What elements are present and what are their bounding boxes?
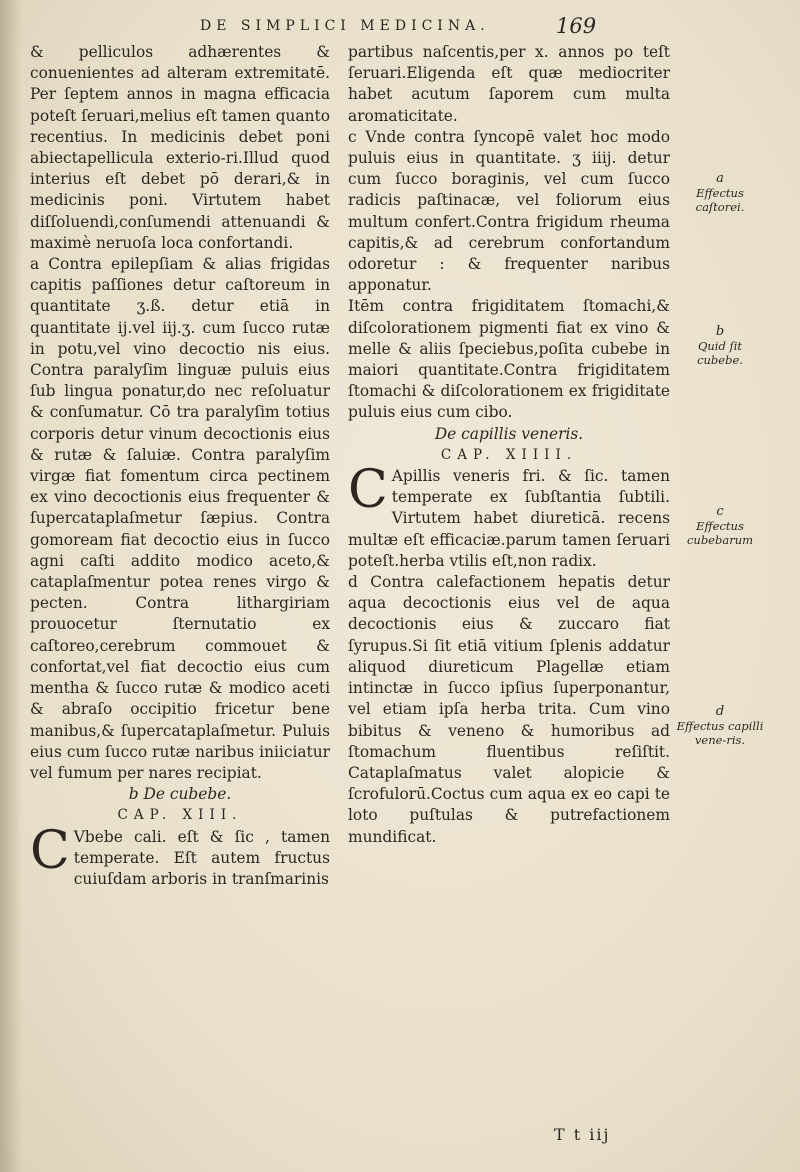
signature-mark: T t iij <box>554 1125 611 1144</box>
right-paragraph-3: Itēm contra frigiditatem ſtomachi,& diſcolorationem pigmenti fiat ex vino & melle & aliis ſpeciebus,poſita cubebe in maiori quantitate.Contra frigiditatem ſtomachi & diſcolorationem ex frigiditate puluis eius cum cibo. <box>348 297 670 422</box>
left-paragraph-1: & pelliculos adhærentes & conuenientes ad alteram extremitatē. Per ſeptem annos in magna efficacia poteſt ſeruari,melius eſt tamen quanto recentius. In medicinis debet poni abiectapellicula exterio-ri.Illud quod interius eſt debet pō derari,& in medicinis poni. Virtutem habet diſſoluendi,conſumendi attenuandi & maximè neruoſa loca confortandi. <box>30 43 330 252</box>
margin-note-a <box>676 172 764 214</box>
gutter-shadow <box>0 0 22 1172</box>
left-paragraph-2: a Contra epilepſiam & alias frigidas capitis paſſiones detur caſtoreum in quantitate ʒ.ß. detur etiā in quantitate ij.vel iij.ʒ. cum ſucco rutæ in potu,vel vino decoctio nis eius. Contra paralyſim linguæ puluis eius ſub lingua ponatur,do nec reſoluatur & conſumatur. Cō tra paralyſim totius corporis detur vinum decoctionis eius & rutæ & ſaluiæ. Contra paralyſim virgæ fiat fomentum circa pectinem ex vino decoctionis eius frequenter & ſupercataplaſmetur ſæpius. Contra gomoream fiat decoctio eius in ſucco agni caſti addito modico aceto,& cataplaſmentur potea renes virgo & pecten. Contra lithargiriam prouocetur ſternutatio ex caſtoreo,cerebrum commouet & confortat,vel fiat decoctio eius cum mentha & ſucco rutæ & modico aceti & abraſo occipitio fricetur bene manibus,& ſupercataplaſmetur. Puluis eius cum ſucco rutæ naribus iniiciatur vel fumum per nares recipiat. <box>30 255 330 782</box>
margin-letter-c: c <box>716 504 724 519</box>
chapter-heading-xiiii: CAP. XIIII. <box>440 446 578 463</box>
margin-text-c: Effectus cubebarum <box>686 519 754 547</box>
margin-text-b: Quid ſit cubebe. <box>697 339 743 367</box>
chapter-heading-xiii: CAP. XIII. <box>117 807 243 824</box>
margin-text-d: Effectus capilli vene-ris. <box>676 719 764 747</box>
margin-letter-a: a <box>716 171 724 186</box>
right-paragraph-4-text: Apillis veneris fri. & ſic. tamen temperate ex ſubſtantia ſubtili. Virtutem habet diureticā. recens multæ eſt efficaciæ.parum tamen ſeruari poteſt.herba vtilis eſt,non radix. <box>348 467 670 570</box>
right-paragraph-2: c Vnde contra ſyncopē valet hoc modo puluis eius in quantitate. ʒ iiij. detur cum ſucco boraginis, vel cum ſucco radicis paſtinacæ, vel foliorum eius multum confert.Contra frigidum rheuma capitis,& ad cerebrum confortandum odoretur : & frequenter naribus apponatur. <box>348 127 670 295</box>
right-column <box>348 42 670 848</box>
running-head <box>200 14 600 38</box>
chapter-subtitle-capillis: De capillis veneris. <box>434 424 584 443</box>
margin-letter-d: d <box>715 704 725 719</box>
drop-cap-c: C <box>30 820 70 881</box>
right-paragraph-1: partibus naſcentis,per x. annos po teſt ſeruari.Eligenda eſt quæ mediocriter habet acutum ſaporem cum multa aromaticitate. <box>348 43 670 125</box>
margin-letter-b: b <box>715 324 725 339</box>
margin-note-d <box>676 705 764 747</box>
margin-note-c <box>676 505 764 547</box>
right-paragraph-5: d Contra calefactionem hepatis detur aqua decoctionis eius vel de aqua decoctionis eius & zuccaro fiat ſyrupus.Si ſit etiā vitium ſplenis addatur aliquod diureticum Plagellæ etiam intinctæ in ſucco ipſius ſuperponantur, vel etiam ipſa herba trita. Cum vino bibitus & veneno & humoribus ad ſtomachum fluentibus reſiſtit. Cataplaſmatus valet alopicie & ſcrofulorū.Coctus cum aqua ex eo capi te loto puſtulas & putrefactionem mundificat. <box>348 573 670 846</box>
right-paragraph-4 <box>348 460 670 572</box>
left-column <box>30 42 330 890</box>
folio-number: 169 <box>556 14 597 38</box>
running-title: DE SIMPLICI MEDICINA. <box>200 18 490 34</box>
margin-text-a: Effectus caſtorei. <box>695 186 745 214</box>
drop-cap-c-2: C <box>348 460 388 521</box>
left-paragraph-3 <box>30 820 330 891</box>
chapter-subtitle-cubebe: b De cubebe. <box>128 785 232 804</box>
left-paragraph-3-text: Vbebe cali. eſt & ſic , tamen temperate. Eſt autem fructus cuiuſdam arboris in tranſmarinis <box>73 827 330 888</box>
margin-note-b <box>676 325 764 367</box>
